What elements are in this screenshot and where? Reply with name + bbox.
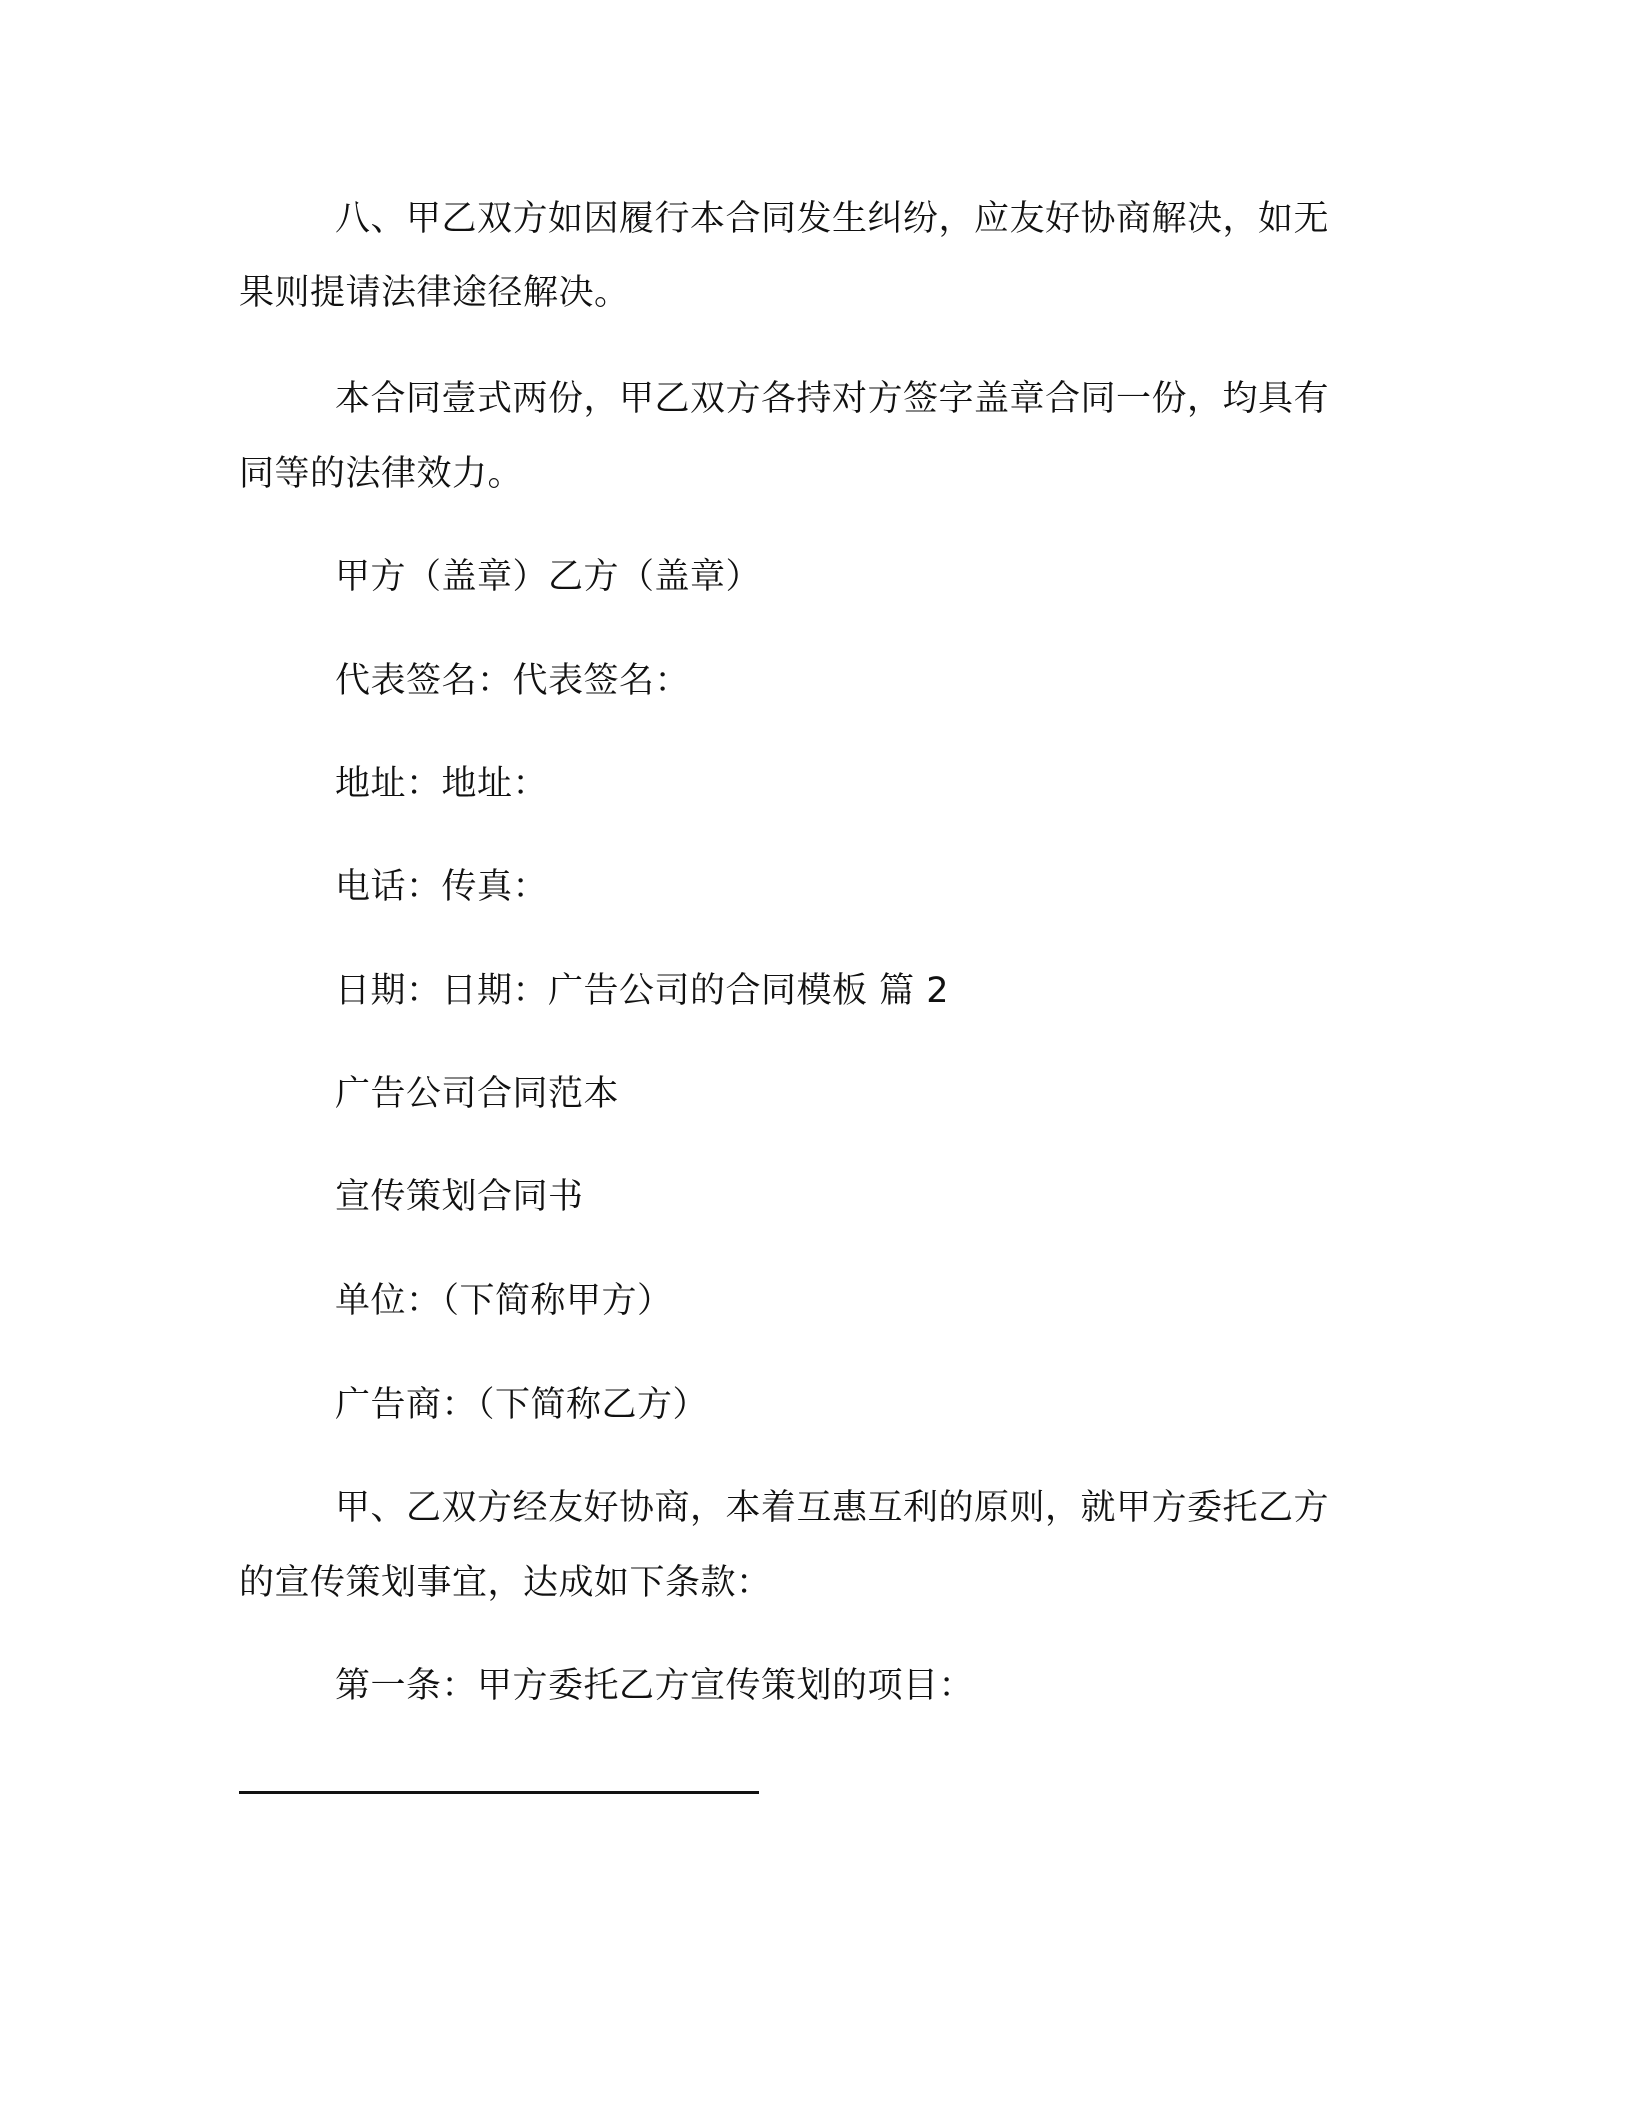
date-line: 日期：日期：广告公司的合同模板 篇 2: [335, 971, 950, 1011]
clause-8-line-1: 八、甲乙双方如因履行本合同发生纠纷，应友好协商解决，如无: [335, 199, 1330, 239]
seal-line: 甲方（盖章）乙方（盖章）: [335, 557, 762, 597]
sample-title: 广告公司合同范本: [335, 1074, 620, 1114]
article-1-line: 第一条：甲方委托乙方宣传策划的项目：: [335, 1666, 975, 1706]
preamble-line-2: 的宣传策划事宜，达成如下条款：: [239, 1563, 772, 1603]
clause-8-line-2: 果则提请法律途径解决。: [239, 273, 630, 313]
address-line: 地址：地址：: [335, 764, 549, 804]
preamble-line-1: 甲、乙双方经友好协商，本着互惠互利的原则，就甲方委托乙方: [335, 1488, 1330, 1528]
party-b-line: 广告商：（下简称乙方）: [335, 1385, 709, 1425]
phone-fax-line: 电话：传真：: [335, 867, 549, 907]
contract-title: 宣传策划合同书: [335, 1177, 584, 1217]
representative-signature-line: 代表签名：代表签名：: [335, 661, 691, 701]
party-a-line: 单位：（下简称甲方）: [335, 1281, 673, 1321]
copies-clause-line-2: 同等的法律效力。: [239, 454, 524, 494]
copies-clause-line-1: 本合同壹式两份，甲乙双方各持对方签字盖章合同一份，均具有: [335, 379, 1330, 419]
blank-fill-line: [239, 1791, 759, 1794]
